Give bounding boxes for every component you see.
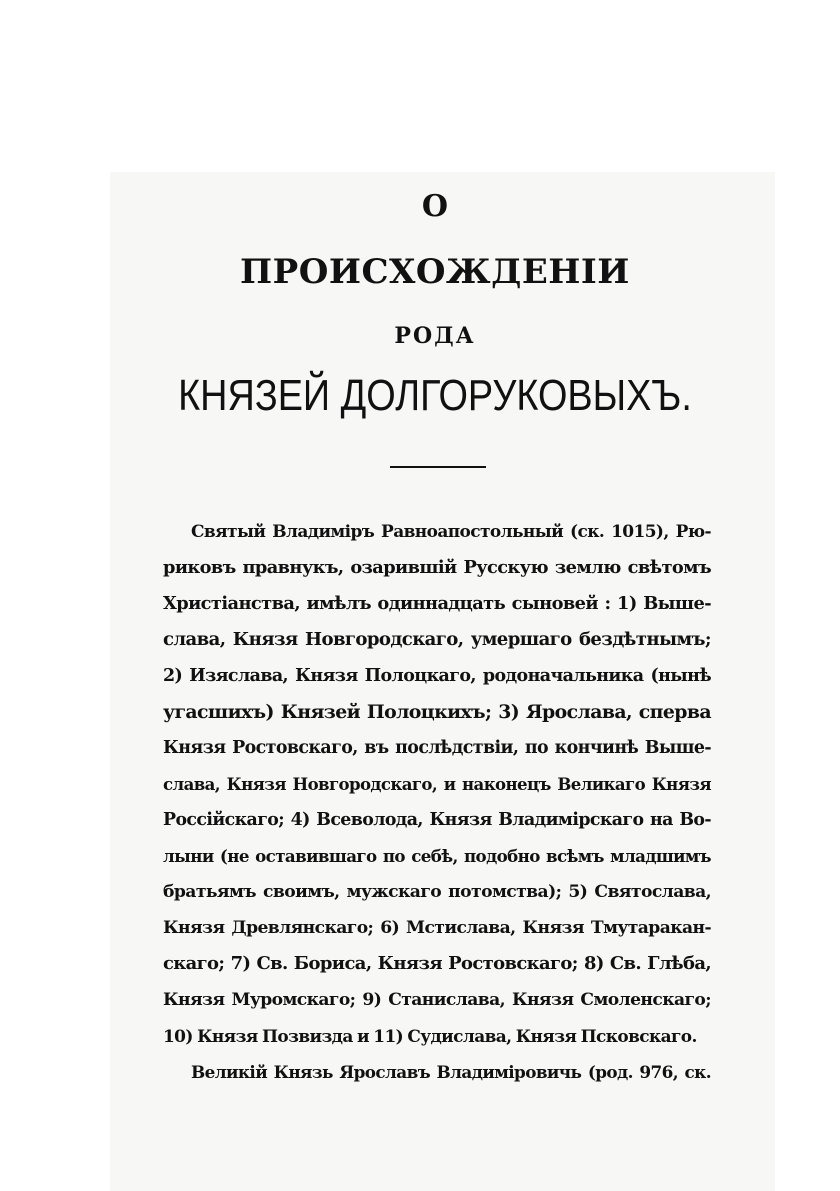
text-line: Князя Ростовскаго, въ послѣдствіи, по кончинѣ Выше- bbox=[163, 738, 711, 758]
title-genus: РОДА bbox=[394, 323, 476, 349]
text-line: Россійскаго; 4) Всеволода, Князя Владимірскаго на Во- bbox=[163, 810, 711, 830]
text-line: слава, Князя Новгородскаго, умершаго бездѣтнымъ; bbox=[163, 629, 711, 650]
text-line: риковъ правнукъ, озарившій Русскую землю свѣтомъ bbox=[163, 557, 711, 578]
text-line: Святый Владиміръ Равноапостольный (ск. 1015), Рю- bbox=[191, 522, 711, 542]
text-line: 2) Изяслава, Князя Полоцкаго, родоначальника (нынѣ bbox=[163, 666, 711, 686]
text-line: скаго; 7) Св. Бориса, Князя Ростовскаго; 8) Св. Глѣба, bbox=[163, 953, 711, 974]
text-line: угасшихъ) Князей Полоцкихъ; 3) Ярослава, сперва bbox=[163, 701, 711, 723]
title-divider bbox=[390, 466, 486, 468]
title-princes-dolgorukov: КНЯЗЕЙ ДОЛГОРУКОВЫХЪ. bbox=[178, 371, 692, 420]
text-line: братьямъ своимъ, мужскаго потомства); 5) Святослава, bbox=[163, 882, 711, 902]
body-paragraphs bbox=[163, 514, 711, 1090]
title-origin: ПРОИСХОЖДЕНІИ bbox=[240, 252, 630, 292]
text-line: лыни (не оставившаго по себѣ, подобно всѣмъ младшимъ bbox=[163, 846, 711, 866]
text-line: Князя Муромскаго; 9) Станислава, Князя Смоленскаго; bbox=[163, 990, 711, 1010]
title-preposition: О bbox=[421, 189, 449, 224]
text-line: Христіанства, имѣлъ одиннадцать сыновей : 1) Выше- bbox=[163, 593, 711, 614]
text-line: Великій Князь Ярославъ Владиміровичь (род. 976, ск. bbox=[191, 1062, 711, 1082]
text-line: 10) Князя Позвизда и 11) Судислава, Князя Псковскаго. bbox=[163, 1026, 697, 1046]
text-line: слава, Князя Новгородскаго, и наконецъ Великаго Князя bbox=[163, 774, 711, 794]
text-line: Князя Древлянскаго; 6) Мстислава, Князя Тмутаракан- bbox=[163, 918, 711, 938]
